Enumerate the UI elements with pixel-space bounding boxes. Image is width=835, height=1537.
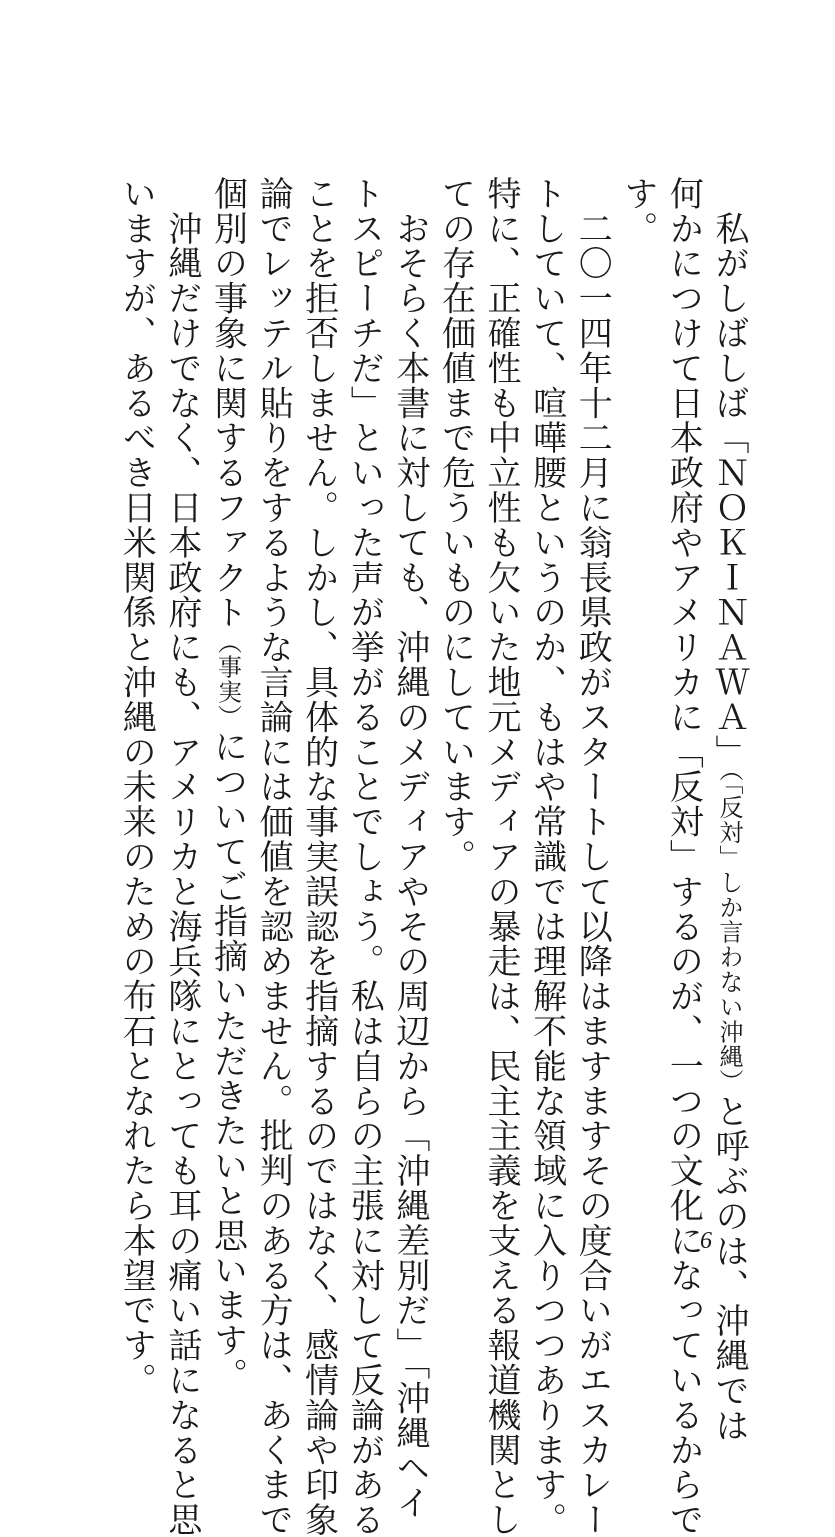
text-line-1: 私がしばしば「ＮＯＫＩＮＡＷＡ」（「反対」しか言わない沖縄）と呼ぶのは、沖縄では bbox=[709, 176, 749, 1443]
text-line-9: トスピーチだ」といった声が挙がることでしょう。私は自らの主張に対して反論がある bbox=[344, 176, 385, 1537]
text-line-3: す。 bbox=[617, 176, 658, 246]
text-line-5: トしていて、喧嘩腰というのか、もはや常識では理解不能な領域に入りつつあります。 bbox=[526, 176, 567, 1537]
text-line-7: ての存在価値まで危ういものにしています。 bbox=[435, 176, 476, 874]
text-line-13: 沖縄だけでなく、日本政府にも、アメリカと海兵隊にとっても耳の痛い話になると思 bbox=[161, 176, 202, 1537]
text-line-6: 特に、正確性も中立性も欠いた地元メディアの暴走は、民主主義を支える報道機関とし bbox=[481, 176, 522, 1537]
page-number: 6 bbox=[700, 1228, 712, 1254]
text-line-12: 個別の事象に関するファクト（事実）についてご指摘いただきたいと思います。 bbox=[207, 176, 248, 1393]
text-line-14: いますが、あるべき日米関係と沖縄の未来のための布石となれたら本望です。 bbox=[116, 176, 157, 1398]
text-line-8: おそらく本書に対しても、沖縄のメディアやその周辺から「沖縄差別だ」「沖縄ヘイ bbox=[389, 176, 430, 1521]
body-text bbox=[113, 176, 751, 1537]
text-line-10: ことを拒否しません。しかし、具体的な事実誤認を指摘するのではなく、感情論や印象 bbox=[298, 176, 339, 1537]
text-line-2: 何かにつけて日本政府やアメリカに「反対」するのが、一つの文化になっているからで bbox=[663, 176, 704, 1537]
inline-note: （事実） bbox=[213, 629, 242, 730]
text-line-4: 二〇一四年十二月に翁長県政がスタートして以降はますますその度合いがエスカレー bbox=[572, 176, 613, 1537]
text-line-11: 論でレッテル貼りをするような言論には価値を認めません。批判のある方は、あくまで bbox=[253, 176, 294, 1537]
inline-note: （「反対」しか言わない沖縄） bbox=[715, 769, 743, 1094]
